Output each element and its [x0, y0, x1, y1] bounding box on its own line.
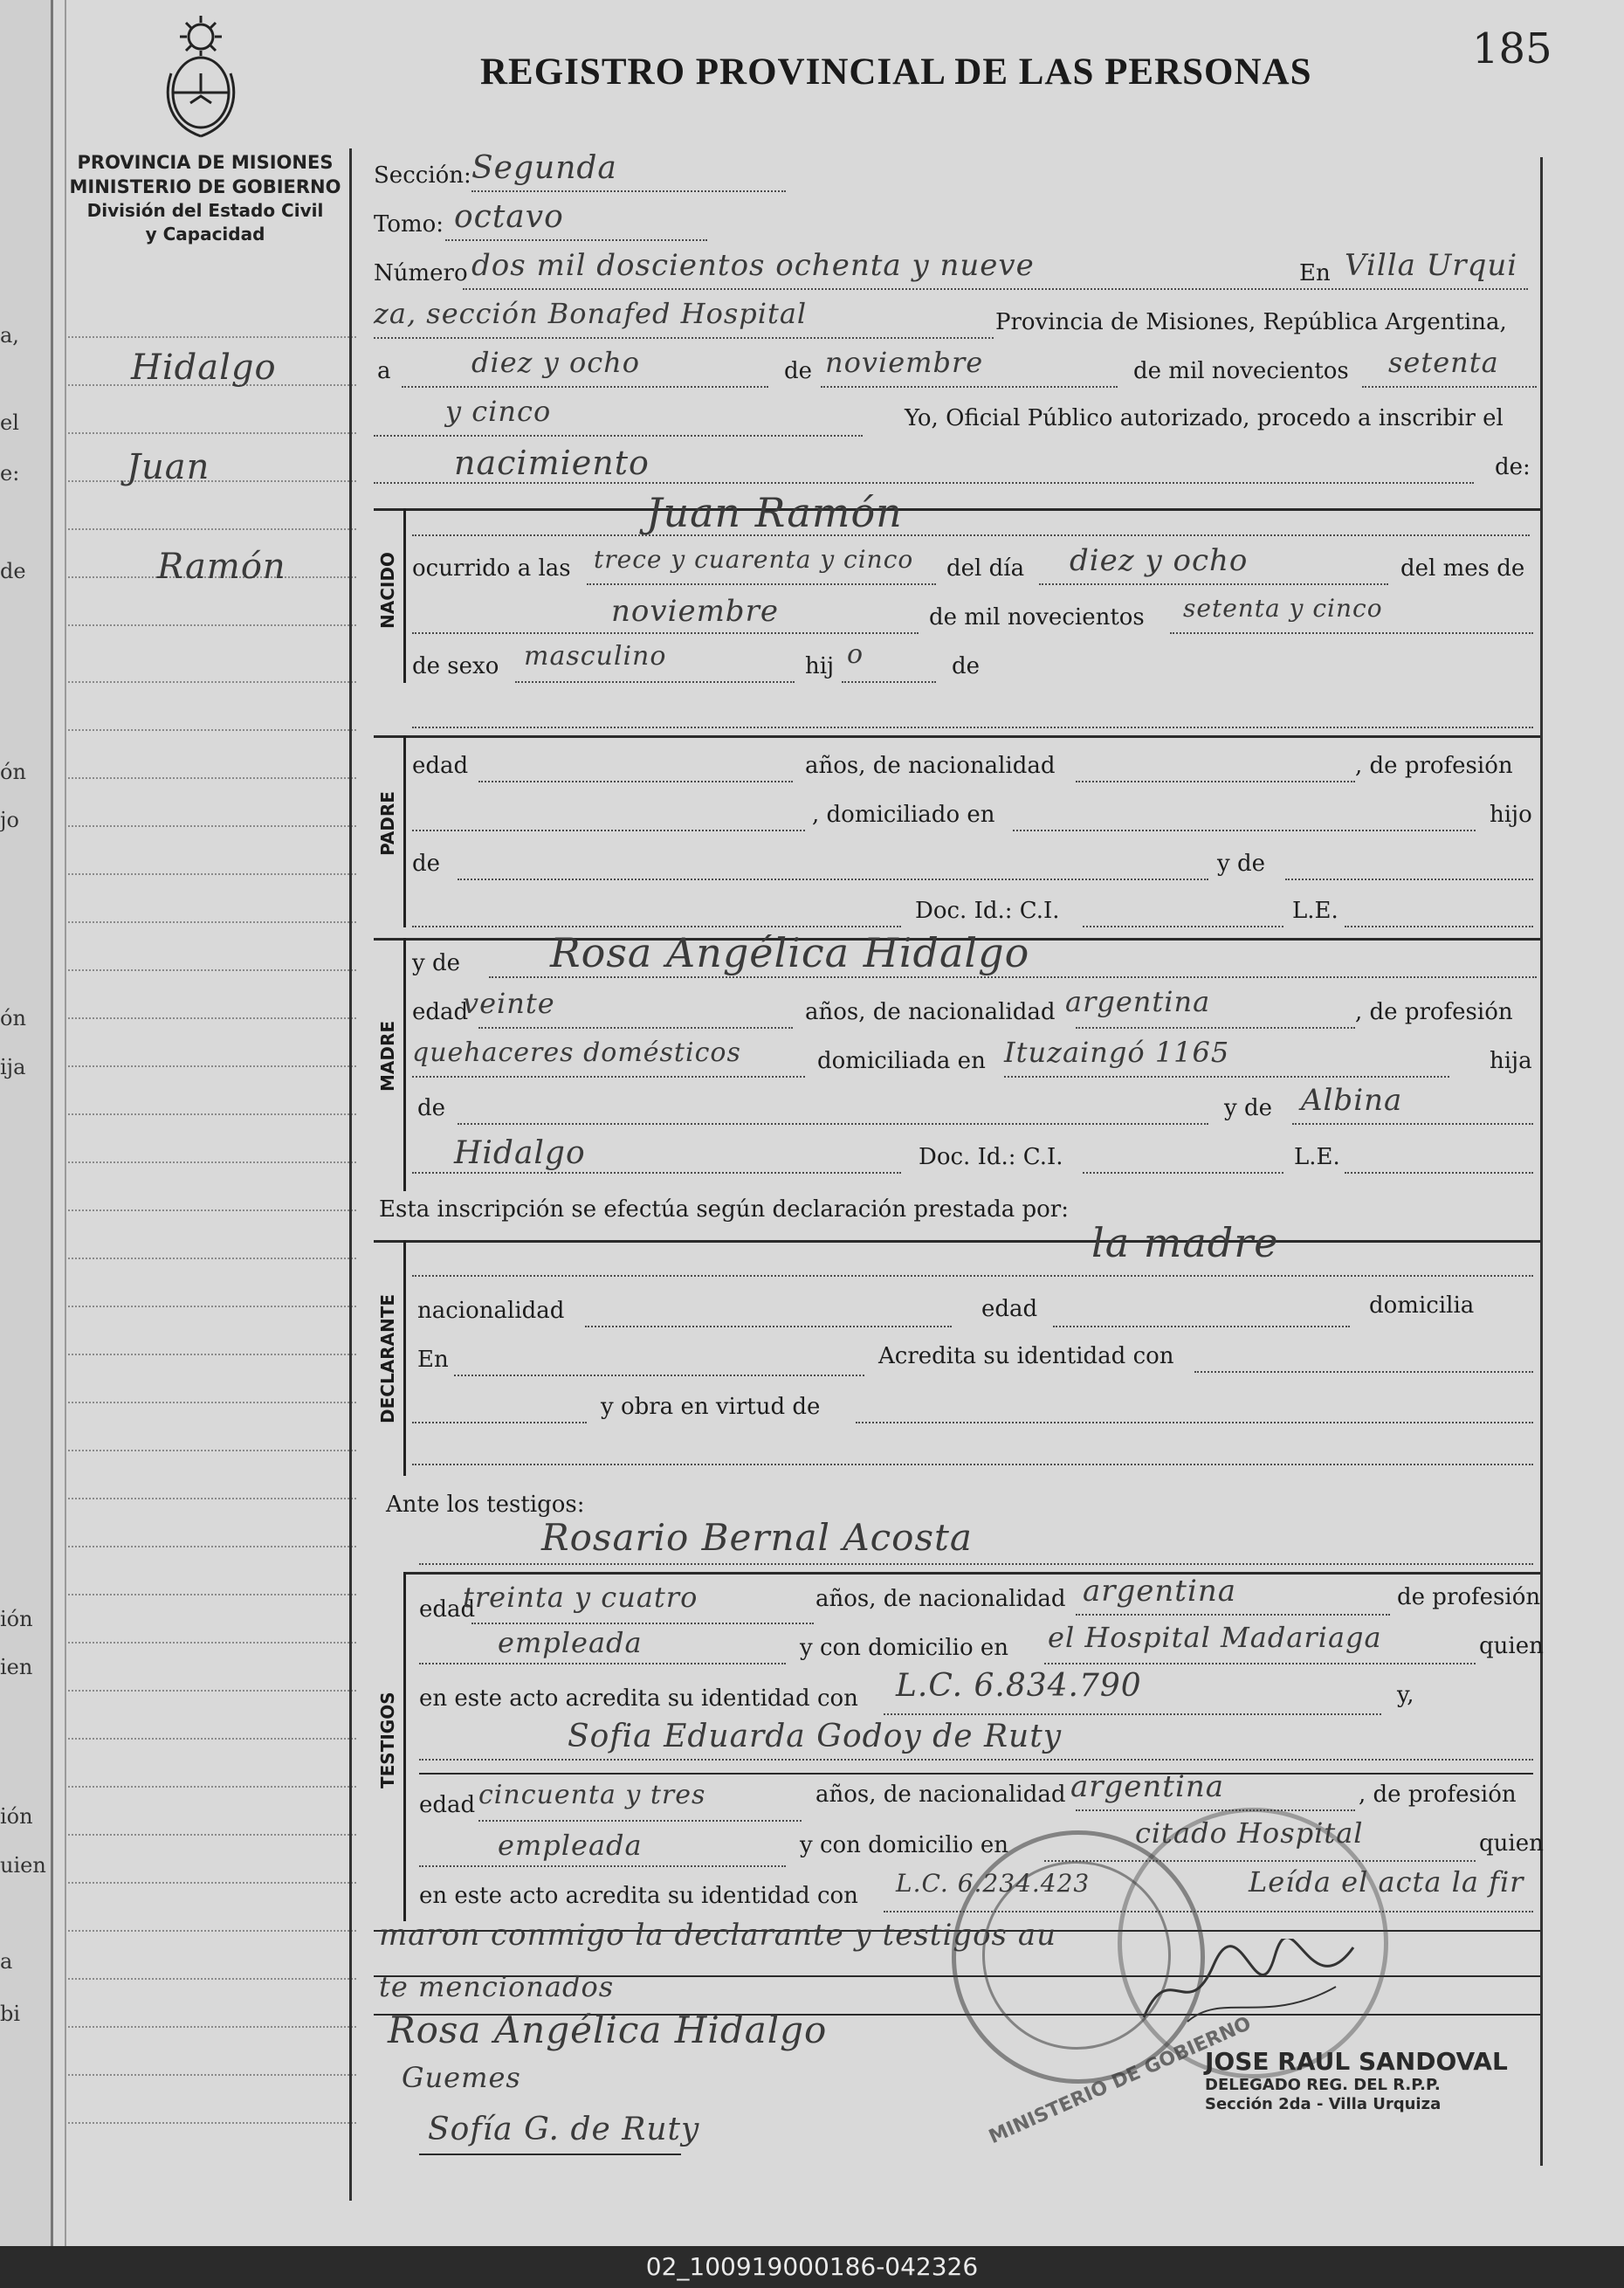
tomo-value: octavo — [454, 199, 564, 235]
testigo2-edad-value: cincuenta y tres — [478, 1780, 706, 1810]
closing-line-1: Leída el acta la fir — [1249, 1865, 1524, 1899]
province-label: PROVINCIA DE MISIONES — [77, 152, 334, 173]
institution-block — [61, 150, 349, 246]
madre-edad-value: veinte — [463, 987, 555, 1020]
edge-fragment: ón — [0, 760, 26, 784]
testigo2-doc-value: L.C. 6.234.423 — [896, 1869, 1091, 1898]
testigo1-anos-label: años, de nacionalidad — [815, 1586, 1066, 1612]
signature-mother: Rosa Angélica Hidalgo — [388, 2009, 828, 2051]
testigo1-edad-value: treinta y cuatro — [463, 1581, 698, 1614]
de2-label: de — [952, 653, 981, 679]
edge-fragment: bi — [0, 2002, 21, 2026]
a-label: a — [377, 358, 391, 384]
edge-fragment: uien — [0, 1853, 46, 1878]
sexo-label: de sexo — [412, 653, 499, 679]
edge-fragment: e: — [0, 461, 20, 486]
folio-number: 185 — [1472, 24, 1552, 73]
closing-line-3: te mencionados — [379, 1970, 615, 2003]
edge-fragment: ión — [0, 1607, 33, 1631]
edge-fragment: a — [0, 1949, 13, 1974]
testigo1-acredita-label: en este acto acredita su identidad con — [419, 1685, 858, 1712]
madre-doc-label: Doc. Id.: C.I. — [919, 1144, 1063, 1170]
testigo2-profesion-label: , de profesión — [1359, 1781, 1517, 1808]
testigo1-y-label: y, — [1397, 1682, 1414, 1708]
testigo2-nac-value: argentina — [1070, 1769, 1225, 1804]
de-mil2-label: de mil novecientos — [929, 604, 1145, 631]
hij-suffix-value: o — [847, 639, 864, 670]
padre-hijo-label: hijo — [1490, 802, 1532, 828]
hij-label: hij — [805, 653, 835, 679]
de-colon-label: de: — [1495, 454, 1531, 480]
edge-fragment: ón — [0, 1006, 26, 1030]
provincia-label: Provincia de Misiones, República Argentina, — [995, 309, 1507, 335]
testigo1-dom-value: el Hospital Madariaga — [1048, 1621, 1382, 1654]
ministry-label: MINISTERIO DE GOBIERNO — [69, 176, 341, 197]
gutter-line — [65, 0, 66, 2246]
del-dia-label: del día — [946, 555, 1025, 582]
numero-value: dos mil doscientos ochenta y nueve — [471, 248, 1035, 283]
sexo-value: masculino — [524, 641, 667, 672]
nombre-value: Juan Ramón — [646, 489, 903, 536]
declarante-domicilia-label: domicilia — [1369, 1292, 1475, 1319]
testigo1-nombre-value: Rosario Bernal Acosta — [541, 1516, 973, 1559]
edge-fragment: a, — [0, 323, 19, 348]
testigo2-nombre-value: Sofia Eduarda Godoy de Ruty — [568, 1719, 1063, 1754]
madre-hija-label: hija — [1490, 1048, 1532, 1074]
right-rule — [1540, 157, 1543, 2166]
dia-value: diez y ocho — [471, 346, 640, 379]
section-testigos: TESTIGOS — [377, 1692, 398, 1788]
padre-y-de-label: y de — [1217, 851, 1265, 877]
madre-de-label: de — [417, 1095, 446, 1121]
declarante-obra-label: y obra en virtud de — [601, 1394, 821, 1420]
lugar-cont-value: za, sección Bonafed Hospital — [374, 297, 808, 330]
anio-value: setenta — [1388, 346, 1499, 379]
edge-fragment: de — [0, 559, 26, 583]
ante-testigos-label: Ante los testigos: — [386, 1492, 585, 1518]
testigo2-dom-value: citado Hospital — [1135, 1816, 1364, 1850]
madre-anos-label: años, de nacionalidad — [805, 999, 1056, 1025]
capacity-label: y Capacidad — [145, 224, 265, 245]
madre-domiciliada-label: domiciliada en — [817, 1048, 986, 1074]
padre-edad-label: edad — [412, 753, 469, 779]
madre-y-de2-label: y de — [1224, 1095, 1272, 1121]
section-madre: MADRE — [377, 1020, 398, 1092]
testigo2-edad-label: edad — [419, 1792, 476, 1818]
official-signature-icon — [1135, 1939, 1362, 2035]
declarante-value: la madre — [1091, 1219, 1279, 1266]
edge-fragment: ión — [0, 1804, 33, 1829]
testigo2-prof-value: empleada — [498, 1829, 643, 1862]
mes-value: noviembre — [825, 346, 984, 379]
testigo1-quien-label: quien — [1479, 1633, 1544, 1659]
tipo-value: nacimiento — [454, 444, 650, 482]
image-id-footer: 02_100919000186-042326 — [0, 2246, 1624, 2288]
margin-name-1: Juan — [127, 447, 210, 487]
numero-label: Número — [374, 260, 468, 286]
mes-nac-value: noviembre — [611, 594, 779, 629]
edge-fragment: jo — [0, 808, 19, 832]
lugar-value: Villa Urqui — [1345, 248, 1518, 283]
declarante-edad-label: edad — [981, 1296, 1038, 1322]
testigo1-edad-label: edad — [419, 1596, 476, 1623]
closing-line-2: maron conmigo la declarante y testigos au — [379, 1918, 1056, 1953]
madre-dom-value: Ituzaingó 1165 — [1004, 1036, 1230, 1069]
office-label: Sección 2da - Villa Urquiza — [1205, 2095, 1442, 2113]
de-mil-label: de mil novecientos — [1133, 358, 1349, 384]
abuela-apellido-value: Hidalgo — [454, 1135, 586, 1171]
testigo1-nac-value: argentina — [1083, 1574, 1237, 1609]
anio-nac-value: setenta y cinco — [1183, 594, 1383, 623]
edge-fragment: el — [0, 410, 19, 435]
tomo-label: Tomo: — [374, 211, 444, 238]
testigo1-domicilio-label: y con domicilio en — [800, 1635, 1009, 1661]
seal-text: MINISTERIO DE GOBIERNO — [985, 2012, 1255, 2149]
testigo2-anos-label: años, de nacionalidad — [815, 1781, 1066, 1808]
inscripcion-label: Esta inscripción se efectúa según declaración prestada por: — [379, 1196, 1069, 1223]
signature-witness-1: Guemes — [402, 2061, 521, 2094]
madre-prof-value: quehaceres domésticos — [412, 1037, 741, 1068]
padre-domiciliado-label: , domiciliado en — [812, 802, 995, 828]
padre-anos-label: años, de nacionalidad — [805, 753, 1056, 779]
padre-le-label: L.E. — [1292, 898, 1338, 924]
page-title: REGISTRO PROVINCIAL DE LAS PERSONAS — [480, 52, 1312, 93]
de-label: de — [784, 358, 813, 384]
center-rule — [349, 148, 352, 2201]
testigo2-domicilio-label: y con domicilio en — [800, 1832, 1009, 1858]
ocurrido-label: ocurrido a las — [412, 555, 571, 582]
padre-de-label: de — [412, 851, 441, 877]
testigo1-prof-value: empleada — [498, 1626, 643, 1659]
division-label: División del Estado Civil — [86, 200, 324, 221]
madre-profesion-label: , de profesión — [1355, 999, 1513, 1025]
margin-surname: Hidalgo — [131, 348, 277, 388]
madre-y-de-label: y de — [412, 950, 460, 976]
delegate-stamp — [1205, 2047, 1508, 2114]
official-title: DELEGADO REG. DEL R.P.P. — [1205, 2076, 1441, 2094]
official-name: JOSE RAUL SANDOVAL — [1205, 2047, 1508, 2076]
section-declarante: DECLARANTE — [377, 1293, 398, 1423]
section-padre: PADRE — [377, 791, 398, 856]
madre-edad-label: edad — [412, 999, 469, 1025]
padre-profesion-label: , de profesión — [1355, 753, 1513, 779]
madre-nombre-value: Rosa Angélica Hidalgo — [550, 929, 1030, 976]
testigo1-doc-value: L.C. 6.834.790 — [896, 1668, 1142, 1704]
testigo2-acredita-label: en este acto acredita su identidad con — [419, 1883, 858, 1909]
declarante-acredita-label: Acredita su identidad con — [878, 1343, 1174, 1369]
padre-doc-label: Doc. Id.: C.I. — [915, 898, 1060, 924]
declarante-nacionalidad-label: nacionalidad — [417, 1298, 565, 1324]
signature-witness-2: Sofía G. de Ruty — [428, 2112, 700, 2147]
adjacent-page-edge — [0, 0, 53, 2246]
margin-name-2: Ramón — [157, 547, 286, 587]
edge-fragment: ija — [0, 1055, 26, 1079]
del-mes-label: del mes de — [1400, 555, 1525, 582]
seccion-value: Segunda — [471, 150, 617, 186]
en-label: En — [1299, 260, 1331, 286]
madre-nac-value: argentina — [1065, 985, 1211, 1018]
madre-le-label: L.E. — [1294, 1144, 1340, 1170]
coat-of-arms-icon — [155, 12, 246, 143]
abuela-value: Albina — [1301, 1083, 1403, 1118]
testigo2-quien-label: quien — [1479, 1830, 1544, 1857]
anio-cont-value: y cinco — [445, 395, 552, 428]
yo-label: Yo, Oficial Público autorizado, procedo a inscribir el — [905, 405, 1504, 431]
edge-fragment: ien — [0, 1655, 33, 1679]
dia-nac-value: diez y ocho — [1070, 543, 1249, 578]
testigo1-profesion-label: de profesión — [1397, 1584, 1541, 1610]
section-nacido: NACIDO — [377, 552, 398, 629]
seccion-label: Sección: — [374, 162, 471, 189]
hora-value: trece y cuarenta y cinco — [594, 545, 914, 574]
declarante-en-label: En — [417, 1347, 449, 1373]
